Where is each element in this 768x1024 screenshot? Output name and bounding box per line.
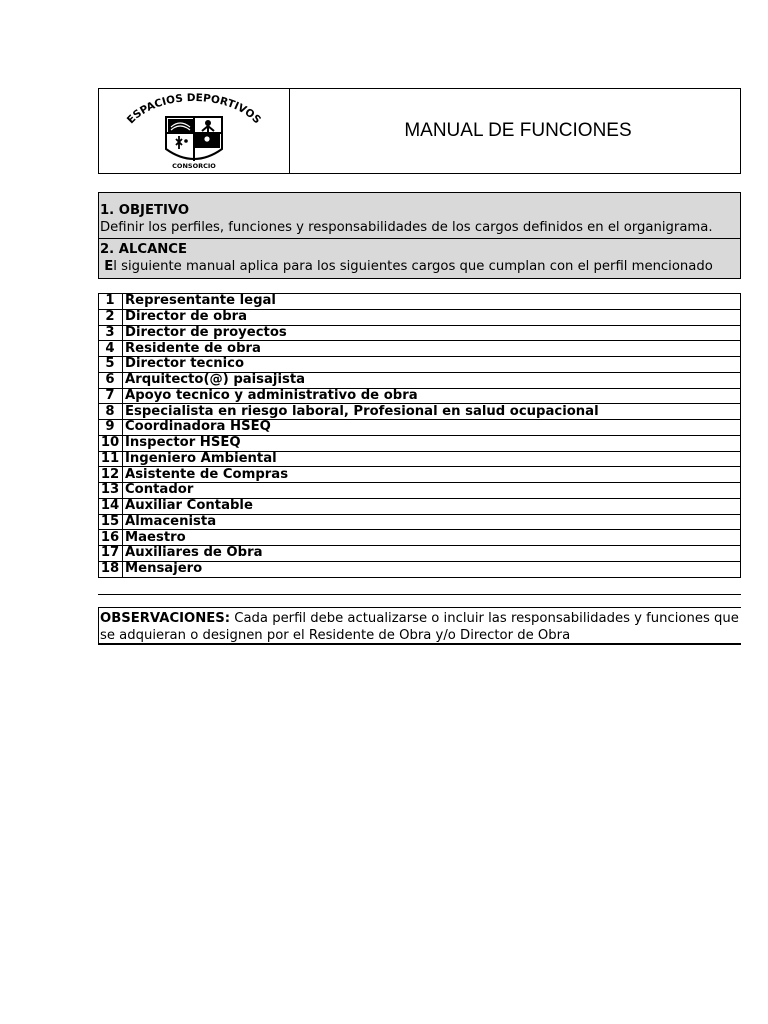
role-number: 8: [99, 404, 123, 420]
role-name: Representante legal: [123, 294, 741, 310]
table-row: [99, 530, 741, 546]
table-row: [99, 388, 741, 404]
role-number: 7: [99, 388, 123, 404]
role-name: Auxiliares de Obra: [123, 546, 741, 562]
alcance-text: l siguiente manual aplica para los siguientes cargos que cumplan con el perfil mencionado: [113, 259, 713, 274]
table-row: [99, 561, 741, 577]
role-name: Director tecnico: [123, 357, 741, 373]
alcance-section: [98, 238, 741, 279]
table-row: [99, 325, 741, 341]
role-number: 1: [99, 294, 123, 310]
table-row: [99, 451, 741, 467]
objetivo-section: [98, 192, 741, 239]
role-number: 11: [99, 451, 123, 467]
logo-bottom-text: CONSORCIO: [172, 162, 216, 170]
logo-arc-text: ESPACIOS DEPORTIVOS: [124, 91, 264, 127]
table-row: [99, 483, 741, 499]
consorcio-logo: [114, 91, 274, 171]
objetivo-title: 1. OBJETIVO: [100, 203, 190, 218]
role-name: Apoyo tecnico y administrativo de obra: [123, 388, 741, 404]
role-number: 12: [99, 467, 123, 483]
document-header: [98, 88, 741, 174]
observaciones-text: Cada perfil debe actualizarse o incluir las responsabilidades y funciones que se adquieran o designen por el Residente de Obra y/o Director de Obra: [100, 611, 739, 643]
role-name: Director de proyectos: [123, 325, 741, 341]
alcance-first-letter: E: [104, 259, 114, 274]
role-name: Arquitecto(@) paisajista: [123, 372, 741, 388]
role-number: 18: [99, 561, 123, 577]
roles-table-body: [99, 294, 741, 578]
role-number: 10: [99, 435, 123, 451]
role-name: Inspector HSEQ: [123, 435, 741, 451]
role-number: 15: [99, 514, 123, 530]
role-name: Residente de obra: [123, 341, 741, 357]
table-row: [99, 420, 741, 436]
table-row: [99, 357, 741, 373]
logo-cell: [99, 89, 290, 173]
table-row: [99, 309, 741, 325]
table-row: [99, 341, 741, 357]
role-number: 2: [99, 309, 123, 325]
observaciones-box: [98, 607, 741, 645]
table-row: [99, 498, 741, 514]
role-name: Asistente de Compras: [123, 467, 741, 483]
table-row: [99, 372, 741, 388]
role-name: Almacenista: [123, 514, 741, 530]
role-number: 14: [99, 498, 123, 514]
role-number: 4: [99, 341, 123, 357]
role-name: Contador: [123, 483, 741, 499]
objetivo-text: Definir los perfiles, funciones y responsabilidades de los cargos definidos en el organigrama.: [100, 220, 713, 235]
observaciones-label: OBSERVACIONES:: [100, 611, 231, 626]
role-number: 6: [99, 372, 123, 388]
table-row: [99, 294, 741, 310]
role-name: Director de obra: [123, 309, 741, 325]
role-name: Maestro: [123, 530, 741, 546]
role-number: 17: [99, 546, 123, 562]
role-number: 9: [99, 420, 123, 436]
role-number: 16: [99, 530, 123, 546]
table-row: [99, 404, 741, 420]
table-row: [99, 435, 741, 451]
role-name: Especialista en riesgo laboral, Profesional en salud ocupacional: [123, 404, 741, 420]
document-title: MANUAL DE FUNCIONES: [404, 120, 632, 141]
table-row: [99, 467, 741, 483]
role-number: 13: [99, 483, 123, 499]
role-name: Coordinadora HSEQ: [123, 420, 741, 436]
divider: [98, 594, 741, 595]
table-row: [99, 546, 741, 562]
role-number: 3: [99, 325, 123, 341]
roles-table: [98, 293, 741, 578]
role-name: Auxiliar Contable: [123, 498, 741, 514]
role-name: Mensajero: [123, 561, 741, 577]
alcance-title: 2. ALCANCE: [100, 242, 187, 257]
role-name: Ingeniero Ambiental: [123, 451, 741, 467]
table-row: [99, 514, 741, 530]
role-number: 5: [99, 357, 123, 373]
alcance-text-line: [100, 258, 740, 275]
